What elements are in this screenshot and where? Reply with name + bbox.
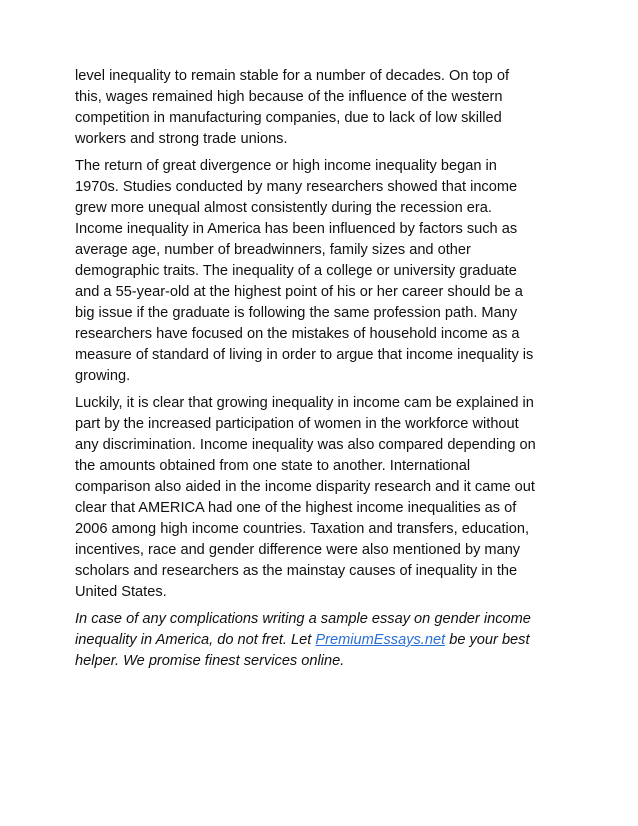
closing-text-before-link: inequality in America, do not fret. Let (75, 632, 316, 648)
text-line: In case of any complications writing a sample essay on gender income (75, 611, 531, 627)
text-line: scholars and researchers as the mainstay causes of inequality in the (75, 563, 518, 579)
premiumessays-link[interactable]: PremiumEssays.net (315, 632, 446, 648)
text-line: 1970s. Studies conducted by many researchers showed that income (75, 179, 518, 195)
text-line: part by the increased participation of women in the workforce without (75, 416, 519, 432)
text-line: grew more unequal almost consistently during the recession era. (75, 200, 492, 216)
text-line: Luckily, it is clear that growing inequality in income cam be explained in (75, 395, 534, 411)
text-line: level inequality to remain stable for a number of decades. On top of (75, 68, 510, 84)
text-line: helper. We promise finest services online. (75, 653, 345, 669)
paragraph-3 (75, 393, 575, 603)
paragraph-1 (75, 66, 575, 150)
text-line: researchers have focused on the mistakes of household income as a (75, 326, 520, 342)
text-line: incentives, race and gender difference were also mentioned by many (75, 542, 521, 558)
text-line: this, wages remained high because of the influence of the western (75, 89, 503, 105)
text-line: competition in manufacturing companies, due to lack of low skilled (75, 110, 502, 126)
text-line: the amounts obtained from one state to another. International (75, 458, 471, 474)
text-line: growing. (75, 368, 131, 384)
document-page (75, 66, 575, 678)
text-line: and a 55-year-old at the highest point of his or her career should be a (75, 284, 523, 300)
text-line: average age, number of breadwinners, family sizes and other (75, 242, 471, 258)
text-line (75, 630, 575, 651)
text-line: any discrimination. Income inequality was also compared depending on (75, 437, 536, 453)
text-line: big issue if the graduate is following the same profession path. Many (75, 305, 518, 321)
text-line: 2006 among high income countries. Taxation and transfers, education, (75, 521, 530, 537)
paragraph-2 (75, 156, 575, 387)
text-line: measure of standard of living in order to argue that income inequality is (75, 347, 534, 363)
closing-text-after-link: be your best (445, 632, 530, 648)
text-line: clear that AMERICA had one of the highest income inequalities as of (75, 500, 517, 516)
text-line: demographic traits. The inequality of a college or university graduate (75, 263, 517, 279)
text-line: The return of great divergence or high income inequality began in (75, 158, 497, 174)
closing-paragraph (75, 609, 575, 672)
text-line: workers and strong trade unions. (75, 131, 288, 147)
text-line: Income inequality in America has been influenced by factors such as (75, 221, 518, 237)
text-line: comparison also aided in the income disparity research and it came out (75, 479, 535, 495)
text-line: United States. (75, 584, 167, 600)
